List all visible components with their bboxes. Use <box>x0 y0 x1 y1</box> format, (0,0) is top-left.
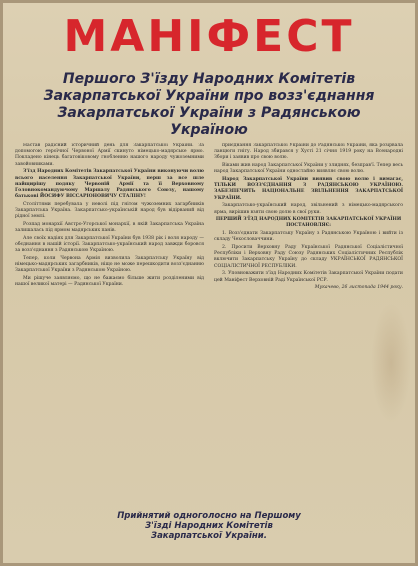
paragraph: Народ Закарпатської України виявив свою волю і вимагає, ТІЛЬКИ ВОЗЗ'ЄДНАННЯ З РАДЯНСЬКОЮ УКРАЇНОЮ. ЗАБЕЗПЕЧИТЬ НАЦІОНАЛЬНЕ ЗВІЛЬНЕННЯ ЗАКАРПАТСЬКОЇ УКРАЇНИ. <box>214 177 403 201</box>
place-date: Мукачево, 26 листопада 1944 року. <box>314 285 403 291</box>
resolution-item: 2. Просити Верховну Раду Української Радянської Соціалістичної Республіки і Верховну Раду Союзу Радянських Соціалістичних Республік включити Закарпатську Україну до складу УКРАЇНСЬКОЇ РАДЯНСЬКОЇ СОЦІАЛІСТИЧНОЇ РЕСПУБЛІКИ. <box>214 245 403 269</box>
footer-line: Прийнятий одноголосно на Першому <box>117 511 301 521</box>
footer-line: Закарпатської України. <box>151 531 267 541</box>
paragraph: Тепер, коли Червона Армія визволила Закарпатську Україну від німецько-мадярських загарбників, ніщо не може перешкодити возз'єднанню Закарпатської України з Радянською Україною. <box>15 255 204 274</box>
paragraph: Ми рішуче заявляємо, що не бажаємо більше жити розділеними від нашої великої матері — Радянської України. <box>15 276 204 288</box>
paragraph: Настав радісний історичний день для Закарпатської України. За допомогою героїчної Червоної Армії скинуто німецько-мадярське ярмо. Покладено кінець багатовіковому гнобленню нашого народу чужоземними завойовниками. <box>15 143 204 167</box>
paragraph: Закарпатсько-український народ, звільнений з німецько-мадярського ярма, вирішив взяти свою долю в свої руки. <box>214 203 403 215</box>
resolution-heading: ПЕРШИЙ З'ЇЗД НАРОДНИХ КОМІТЕТІВ ЗАКАРПАТСЬКОЇ УКРАЇНИ ПОСТАНОВЛЯЄ: <box>215 217 402 229</box>
resolution-item: 3. Уповноважити з'їзд Народних Комітетів Закарпатської України подати цей Маніфест Верховній Раді Української РСР. <box>214 271 403 283</box>
paragraph: приєднання Закарпатської України до Радянської України, яка розірвала ланцюги гніту. Народ збирався у Хусті 21 січня 1919 року на Всенародні Збори і заявив про свою волю. <box>214 143 403 161</box>
paragraph: Розпад монархії Австро-Угорської монархії, в якій Закарпатська Україна залишалась під ярмом мадярських панів. <box>15 221 204 234</box>
paragraph: З'їзд Народних Комітетів Закарпатської України виконуючи волю всього населення Закарпатської України, перш за все шле найщирішу подяку Червоній Армії та її Верховному Головнокомандуючому Маршалу Радянського Союзу, нашому батькові ЙОСИФУ ВІССАРІОНОВИЧУ СТАЛІНУ! <box>15 169 204 200</box>
page-title: МАНІФЕСТ <box>63 11 355 62</box>
resolution-item: 1. Возз'єднати Закарпатську Україну з Радянською Україною і вийти із складу Чехословаччини. <box>214 231 403 243</box>
left-column <box>15 143 204 505</box>
footer-line: З'їзді Народних Комітетів <box>145 521 273 531</box>
paragraph: Віками жив народ Закарпатської України у злиднях, безправ'ї. Тепер весь народ Закарпатської України одностайно виявляє свою волю. <box>214 163 403 175</box>
paragraph: Століттями перебувала у неволі під гнітом чужоземних загарбників Закарпатська Україна. Закарпатсько-українській народ був відірваний від рідної землі. <box>15 201 204 220</box>
paragraph: Але своїх надіях для Закарпатської України був 1938 рік і воля народу — обєднання в нашій історії. Закарпатсько-український народ завжди боровся за возз'єднання з Радянською Україною. <box>15 235 204 254</box>
paper-stain <box>371 303 411 423</box>
footer-adoption-note <box>3 511 415 541</box>
body-columns <box>15 143 403 505</box>
page-subtitle: Першого З'їзду Народних Комітетів Закарпатської України про возз'єднання Закарпатської України з Радянською Україною <box>43 71 375 138</box>
